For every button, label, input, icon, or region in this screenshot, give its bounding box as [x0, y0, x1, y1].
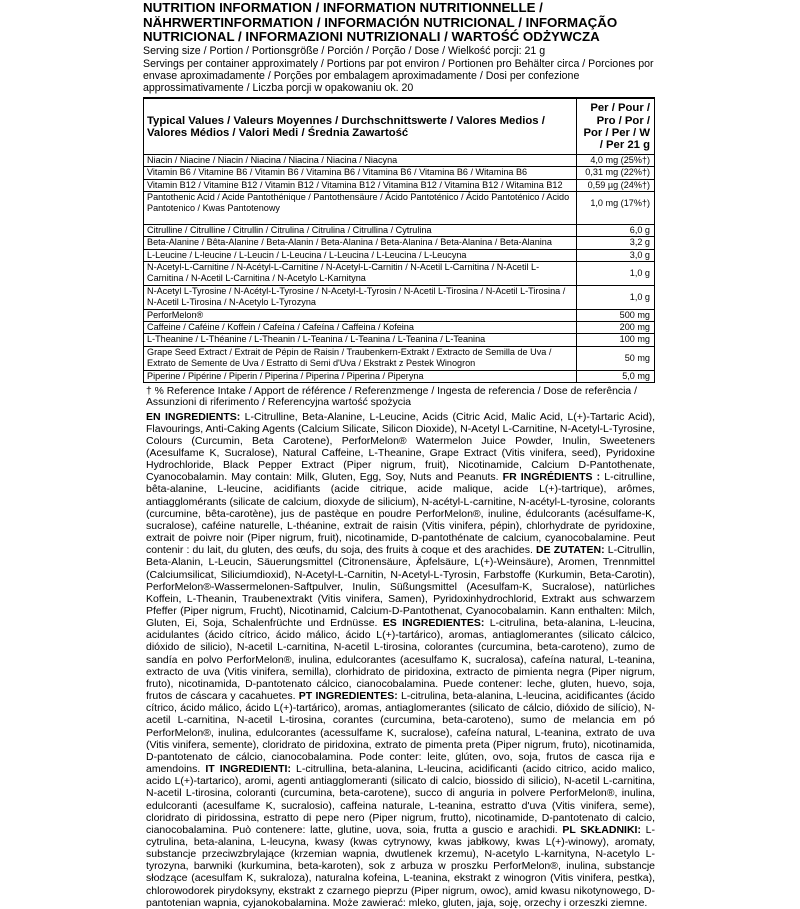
table-row — [144, 192, 654, 215]
ingredients-list: L-citrulline, bêta-alanine, L-leucine, acidifiants (acide citrique, acide malique, acide L(+)-tartrique), arômes, antiagglomérants (silicate de calcium, dioxyde de silicium), N-acétyl-L-carnitine, N-acétyl-L-tyrosine, colorants (curcumine, bêta-carotène), jus de pastèque en poudre PerforMelon®, inuline, édulcorants (acésulfame-K, sucralose), caféine naturelle, L-théanine, extrait de raisin (Vitis vinifera, pépin), chlorhydrate de pyridoxine, extrait de poivre noir (Piper nigrum, fruit), nicotinamide, D-pantothénate de calcium, cyanocobalamine. Peut contenir : du lait, du gluten, des œufs, du soja, des fruits à coque et des arachides. — [146, 471, 656, 557]
nutrient-name: L-Theanine / L-Théanine / L-Theanin / L-Teanina / L-Teanina / L-Teanina / L-Teanina — [144, 334, 577, 346]
nutrient-name: Beta-Alanine / Bêta-Alanine / Beta-Alanin / Beta-Alanina / Beta-Alanina / Beta-Alanina / Beta-Alanina — [144, 237, 577, 249]
nutrient-name: PerforMelon® — [144, 309, 577, 321]
nutrient-name: N-Acetyl-L-Carnitine / N-Acétyl-L-Carnitine / N-Acetyl-L-Carnitin / N-Acetil L-Carnitina / N-Acetil L-Carnitina / N-Acetil L-Carnitina / N-Acetylo L-Karnityna — [144, 262, 577, 286]
nutrient-value: 3,2 g — [577, 237, 655, 249]
nutrient-value: 200 mg — [577, 322, 655, 334]
ingredients-language-heading: PL SKŁADNIKI: — [562, 823, 641, 836]
table-row — [144, 224, 654, 236]
nutrient-name: Vitamin B12 / Vitamine B12 / Vitamin B12 / Vitamina B12 / Vitamina B12 / Vitamina B12 / Witamina B12 — [144, 179, 577, 191]
serving-size: Serving size / Portion / Portionsgröße / Porción / Porção / Dose / Wielkość porcji: 21 g — [143, 44, 546, 57]
header-label: Typical Values / Valeurs Moyennes / Durchschnittswerte / Valores Medios / Valores Médios / Valori Medi / Średnia Zawartość — [144, 99, 577, 154]
ingredients-list: L-citrullina, beta-alanina, L-leucina, acidificanti (acido citrico, acido malico, acido L(+)-tartarico), aromi, agenti antiagglomeranti (silicato di calcio, biossido di silicio), N-acetil L-carnitina, N-acetil L-tirosina, coloranti (curcumina, beta-carotene), succo di anguria in polvere PerforMelon®, inulina, edulcoranti (acesulfame K, sucralosio), caffeina naturale, L-teanina, estratto d'uva (Vitis vinifera, seme), cloridrato di piridossina, estratto di pepe nero (Piper nigrum, frutto), nicotinamide, D-pantotenato di calcio, cianocobalamina. Può contenere: latte, glutine, uova, soia, frutta a guscio e arachidi. — [146, 763, 655, 836]
ingredients-list: L-cytrulina, beta-alanina, L-leucyna, kwasy (kwas cytrynowy, kwas jabłkowy, kwas L(+)-winowy), aromaty, substancje przeciwzbrylające (krzemian wapnia, dwutlenek krzemu), N-acetylo L-karnityna, N-acetylo L-tyrozyna, barwniki (kurkumina, beta-karoten), sok z arbuza w proszku PerforMelon®, inulina, substancje słodzące (acesulfam K, sukraloza), naturalna kofeina, L-teanina, ekstrakt z winogron (Vitis vinifera, pestka), chlorowodorek pirydoksyny, ekstrakt z czarnego pieprzu (Piper nigrum, owoc), amid kwasu nikotynowego, D-pantotenian wapnia, cyjanokobalamina. Może zawierać: mleko, gluten, jaja, soję, orzechy i orzeszki ziemne. — [146, 823, 655, 909]
table-row — [144, 249, 654, 261]
table-row — [144, 167, 654, 179]
ingredients-text — [143, 411, 655, 909]
table-spacer-row — [144, 215, 654, 225]
table-row — [144, 370, 654, 382]
nutrient-name: Citrulline / Citrulline / Citrullin / Citrulina / Citrulina / Citrullina / Cytrulina — [144, 224, 577, 236]
nutrient-name: Caffeine / Caféine / Koffein / Cafeína / Cafeína / Caffeina / Kofeina — [144, 322, 577, 334]
ingredients-language-heading: EN INGREDIENTS: — [146, 410, 241, 423]
servings-per-container: Servings per container approximately / Portions par pot environ / Portionen pro Behälter circa / Porciones por envase aproximadamente / Porções por embalagem aproximadamente / Dosi per confezione approssimativamente / Liczba porcji w opakowaniu ok. 20 — [143, 57, 654, 94]
nutrient-name: L-Leucine / L-leucine / L-Leucin / L-Leucina / L-Leucina / L-Leucina / L-Leucyna — [144, 249, 577, 261]
nutrient-value: 4,0 mg (25%†) — [577, 154, 655, 166]
table-row — [144, 309, 654, 321]
table-row — [144, 322, 654, 334]
nutrient-name: Niacin / Niacine / Niacin / Niacina / Niacina / Niacina / Niacyna — [144, 154, 577, 166]
table-row — [144, 346, 654, 370]
nutrient-value: 100 mg — [577, 334, 655, 346]
nutrient-value: 1,0 mg (17%†) — [577, 192, 655, 215]
ingredients-list: L-Citrulline, Beta-Alanine, L-Leucine, Acids (Citric Acid, Malic Acid, L(+)-Tartaric Acid), Flavourings, Anti-Caking Agents (Calcium Silicate, Silicon Dioxide), N-Acetyl L-Carnitine, N-Acetyl-L-Tyrosine, Colours (Curcumin, Beta Carotene), PerforMelon® Watermelon Juice Powder, Inulin, Sweeteners (Acesulfame K, Sucralose), Natural Caffeine, L-Theanine, Grape Extract (Vitis vinifera, seed), Pyridoxine Hydrochloride, Black Pepper Extract (Piper nigrum, fruit), Nicotinamide, Calcium D-Pantothenate, Cyanocobalamin. May contain: Milk, Gluten, Egg, Soy, Nuts and Peanuts. — [146, 410, 655, 484]
nutrient-value: 1,0 g — [577, 262, 655, 286]
nutrient-name: Grape Seed Extract / Extrait de Pépin de Raisin / Traubenkern-Extrakt / Extracto de Semilla de Uva / Extrato de Semente de Uva / Estratto di Semi d'Uva / Ekstrakt z Pestek Winogron — [144, 346, 577, 370]
nutrient-name: Vitamin B6 / Vitamine B6 / Vitamin B6 / Vitamina B6 / Vitamina B6 / Vitamina B6 / Witamina B6 — [144, 167, 577, 179]
ingredients-list: L-citrulina, beta-alanina, L-leucina, acidificantes (ácido cítrico, ácido málico, ácido L(+)-tartárico), aromas, antiaglomerantes (silicato de cálcio, dióxido de silício), N-acetil L-carnitina, N-acetil L-tirosina, corantes (curcumina, beta-caroteno), sumo de melancia em pó PerforMelon®, inulina, edulcorantes (acessulfame K, sucralose), cafeína natural, L-teanina, extrato de uva (Vitis vinifera, semente), cloridrato de piridoxina, extrato de pimenta preta (Piper nigrum, fruto), nicotinamida, D-pantotenato de cálcio, cianocobalamina. Pode conter: leite, glúten, ovo, soja, frutos de casca rija e amendoins. — [146, 690, 655, 776]
ingredients-language-heading: FR INGRÉDIENTS : — [502, 471, 601, 484]
ingredients-language-heading: IT INGREDIENTI: — [205, 763, 291, 776]
nutrition-table-box — [143, 99, 655, 383]
table-row — [144, 334, 654, 346]
nutrition-table — [144, 99, 654, 382]
nutrient-value: 5,0 mg — [577, 370, 655, 382]
header-value: Per / Pour / Pro / Por / Por / Per / W / Per 21 g — [577, 99, 655, 154]
nutrient-name: Piperine / Pipérine / Piperin / Piperina / Piperina / Piperina / Piperyna — [144, 370, 577, 382]
table-row — [144, 262, 654, 286]
nutrient-value: 500 mg — [577, 309, 655, 321]
label-title: NUTRITION INFORMATION / INFORMATION NUTRITIONNELLE / NÄHRWERTINFORMATION / INFORMACIÓN NUTRICIONAL / INFORMAÇÃO NUTRICIONAL / INFORMAZIONI NUTRIZIONALI / WARTOŚĆ ODŻYWCZA — [143, 0, 618, 45]
nutrient-name: N-Acetyl L-Tyrosine / N-Acétyl-L-Tyrosine / N-Acetyl-L-Tyrosin / N-Acetil L-Tirosina / N-Acetil L-Tirosina / N-Acetil L-Tirosina / N-Acetylo L-Tyrozyna — [144, 285, 577, 309]
ingredients-language-heading: DE ZUTATEN: — [536, 544, 605, 557]
nutrient-value: 6,0 g — [577, 224, 655, 236]
nutrient-value: 1,0 g — [577, 285, 655, 309]
table-row — [144, 285, 654, 309]
nutrient-value: 3,0 g — [577, 249, 655, 261]
ingredients-language-heading: PT INGREDIENTES: — [298, 690, 398, 703]
table-header-row — [144, 99, 654, 154]
table-row — [144, 154, 654, 166]
nutrient-value: 0,59 µg (24%†) — [577, 179, 655, 191]
table-row — [144, 179, 654, 191]
ingredients-list: L-citrulina, beta-alanina, L-leucina, acidulantes (ácido cítrico, ácido málico, ácido L(+)-tartárico), aromas, antiaglomerantes (silicato cálcico, dióxido de silicio), N-acetil L-carnitina, N-acetil L-tirosina, colorantes (curcumina, beta-caroteno), zumo de sandía en polvo PerforMelon®, inulina, edulcorantes (acesulfamo K, sucralosa), cafeína natural, L-teanina, extracto de uva (Vitis vinifera, semilla), clorhidrato de piridoxina, extracto de pimienta negra (Piper nigrum, fruto), nicotinamida, D-pantotenato cálcico, cianocobalamina. Puede contener: leche, gluten, huevo, soja, frutos de cáscara y cacahuetes. — [146, 617, 655, 703]
table-row — [144, 237, 654, 249]
nutrient-value: 0,31 mg (22%†) — [577, 167, 655, 179]
nutrient-name: Pantothenic Acid / Acide Pantothénique / Pantothensäure / Ácido Pantoténico / Ácido Pantoténico / Acido Pantotenico / Kwas Pantotenowy — [144, 192, 577, 215]
reference-intake-footnote: † % Reference Intake / Apport de référence / Referenzmenge / Ingesta de referencia / Dose de referência / Assunzioni di riferimento / Referencyjna wartość spożycia — [146, 386, 637, 409]
nutrient-value: 50 mg — [577, 346, 655, 370]
ingredients-language-heading: ES INGREDIENTES: — [382, 617, 485, 630]
ingredients-list: L-Citrullin, Beta-Alanin, L-Leucin, Säuerungsmittel (Citronensäure, Äpfelsäure, L(+)-Weinsäure), Aromen, Trennmittel (Calciumsilicat, Siliciumdioxid), N-Acetyl-L-Carnitin, N-Acetyl-L-Tyrosin, Farbstoffe (Kurkumin, Beta-Carotin), PerforMelon®-Wassermelonen-Saftpulver, Inulin, Süßungsmittel (Acesulfam-K, Sucralose), natürliches Koffein, L-Theanin, Traubenextrakt (Vitis vinifera, Samen), Pyridoxinhydrochlorid, Extrakt aus schwarzem Pfeffer (Piper nigrum, Frucht), Nicotinamid, Calcium-D-Pantothenat, Cyanocobalamin. Kann enthalten: Milch, Gluten, Ei, Soja, Schalenfrüchte und Erdnüsse. — [146, 544, 655, 630]
